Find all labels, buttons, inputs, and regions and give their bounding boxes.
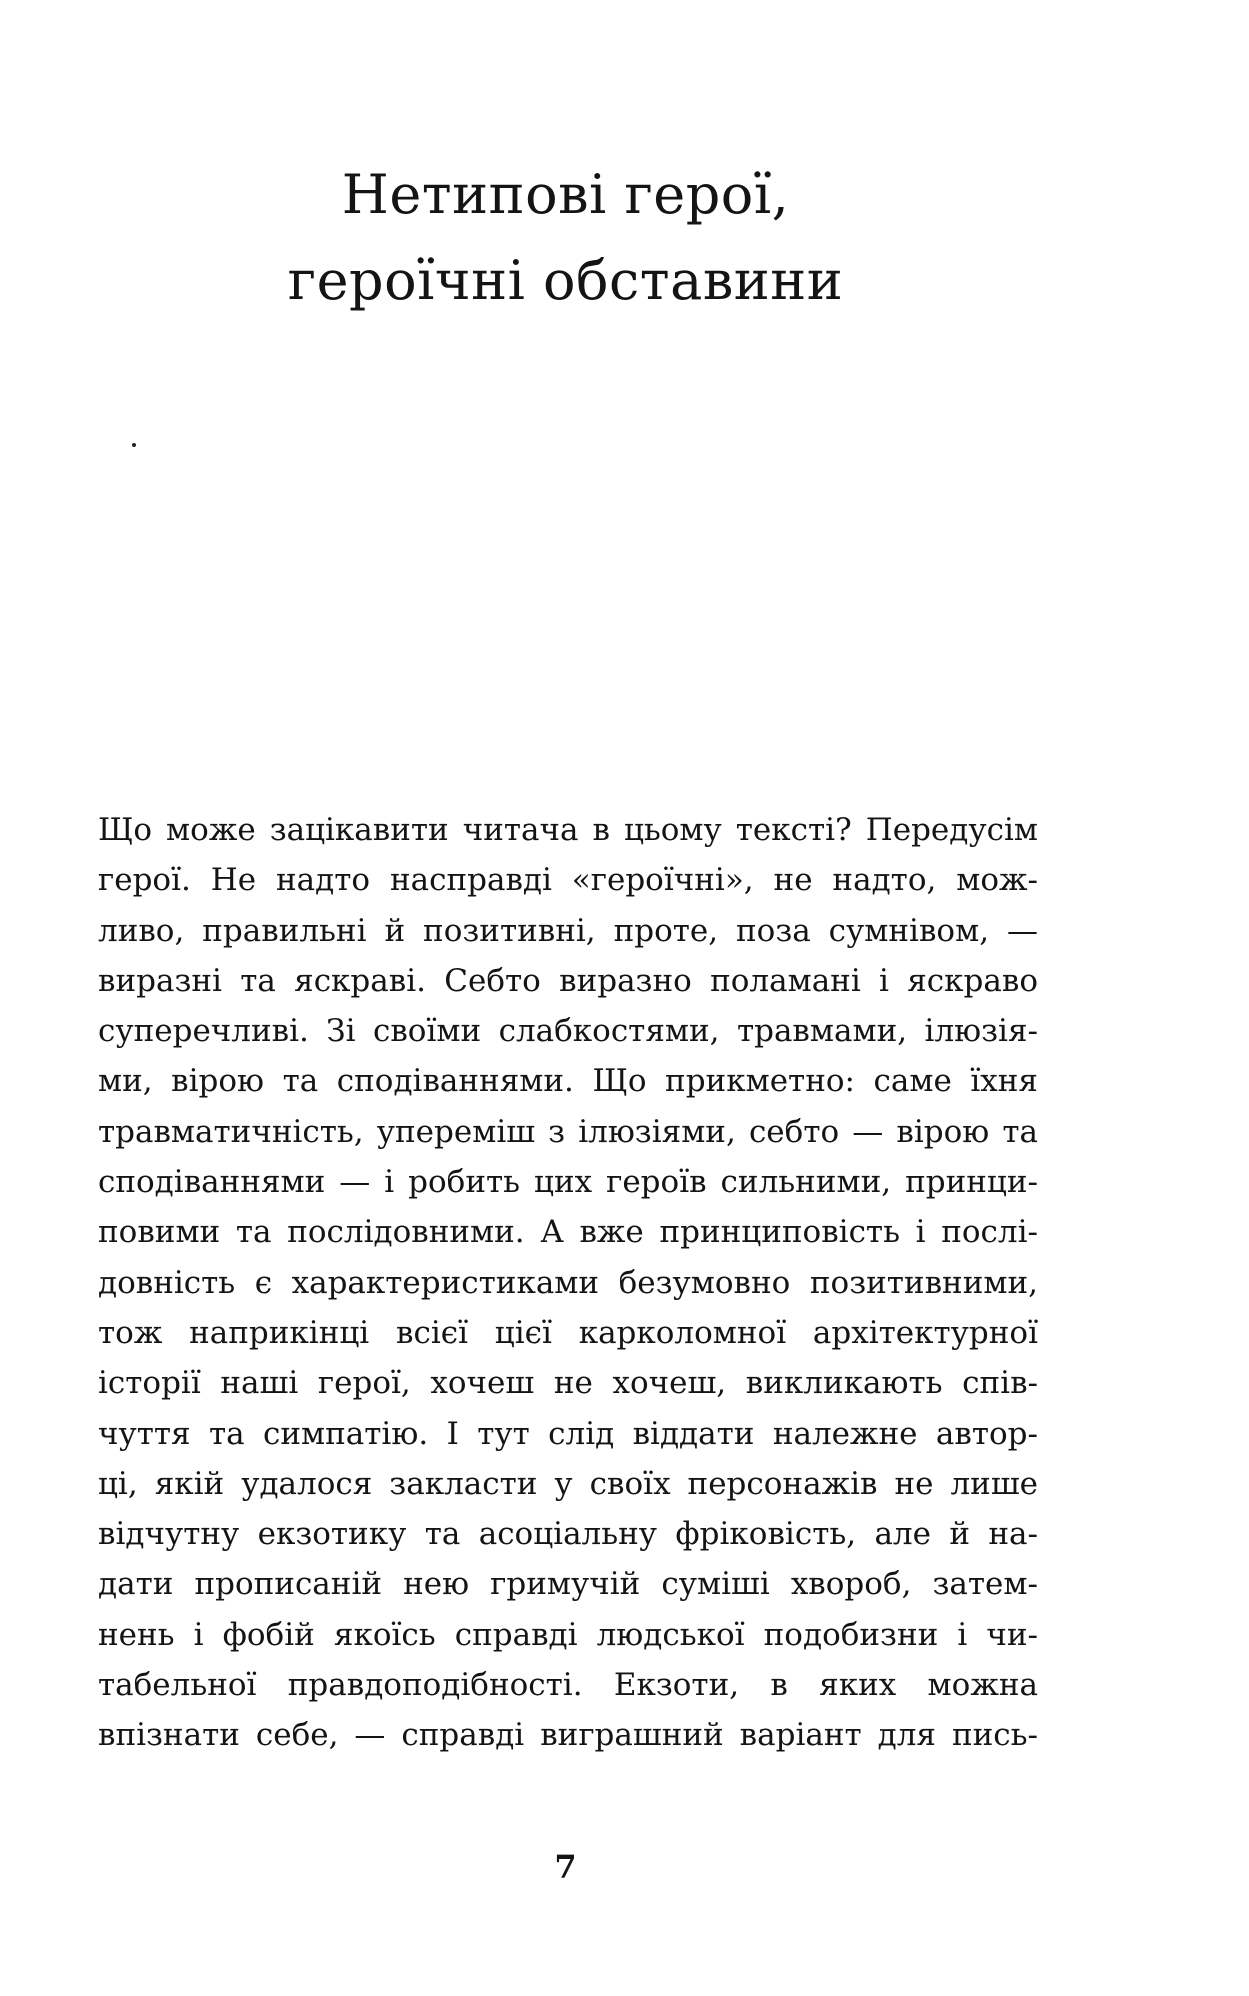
page-number: 7 [554,1848,577,1886]
text-line: відчутну екзотику та асоціальну фріковість, але й на- [98,1516,1038,1553]
chapter-title-line-1: Нетипові герої, [341,163,790,226]
text-line: нень і фобій якоїсь справді людської подобизни і чи- [98,1616,1038,1653]
text-line: герої. Не надто насправді «героїчні», не надто, мож- [98,862,1038,899]
text-line: суперечливі. Зі своїми слабкостями, травмами, ілюзія- [98,1013,1038,1050]
text-line: ми, вірою та сподіваннями. Що прикметно: саме їхня [98,1063,1038,1100]
text-line: виразні та яскраві. Себто виразно поламані і яскраво [98,962,1038,999]
text-line: дати прописаній нею гримучій суміші хвороб, затем- [98,1566,1038,1603]
scan-speck [132,443,136,447]
chapter-title-line-2: героїчні обставини [287,249,844,312]
text-line: довність є характеристиками безумовно позитивними, [98,1264,1038,1301]
text-line: табельної правдоподібності. Екзоти, в яких можна [98,1667,1038,1704]
text-line: Що може зацікавити читача в цьому тексті? Передусім [98,812,1038,848]
text-line: сподіваннями — і робить цих героїв сильними, принци- [98,1164,1038,1201]
text-line: історії наші герої, хочеш не хочеш, викликають спів- [98,1365,1038,1402]
body-paragraph [98,805,1038,1761]
chapter-title [0,152,1131,324]
text-line: тож наприкінці всієї цієї карколомної архітектурної [98,1314,1038,1351]
text-line: впізнати себе, — справді виграшний варіант для пись- [98,1717,1038,1754]
text-line: чуття та симпатію. І тут слід віддати належне автор- [98,1415,1038,1452]
text-line: повими та послідовними. А вже принциповість і послі- [98,1214,1038,1251]
text-line: ці, якій удалося закласти у своїх персонажів не лише [98,1465,1038,1502]
text-line: травматичність, упереміш з ілюзіями, себто — вірою та [98,1113,1038,1150]
text-line: ливо, правильні й позитивні, проте, поза сумнівом, — [98,912,1038,949]
